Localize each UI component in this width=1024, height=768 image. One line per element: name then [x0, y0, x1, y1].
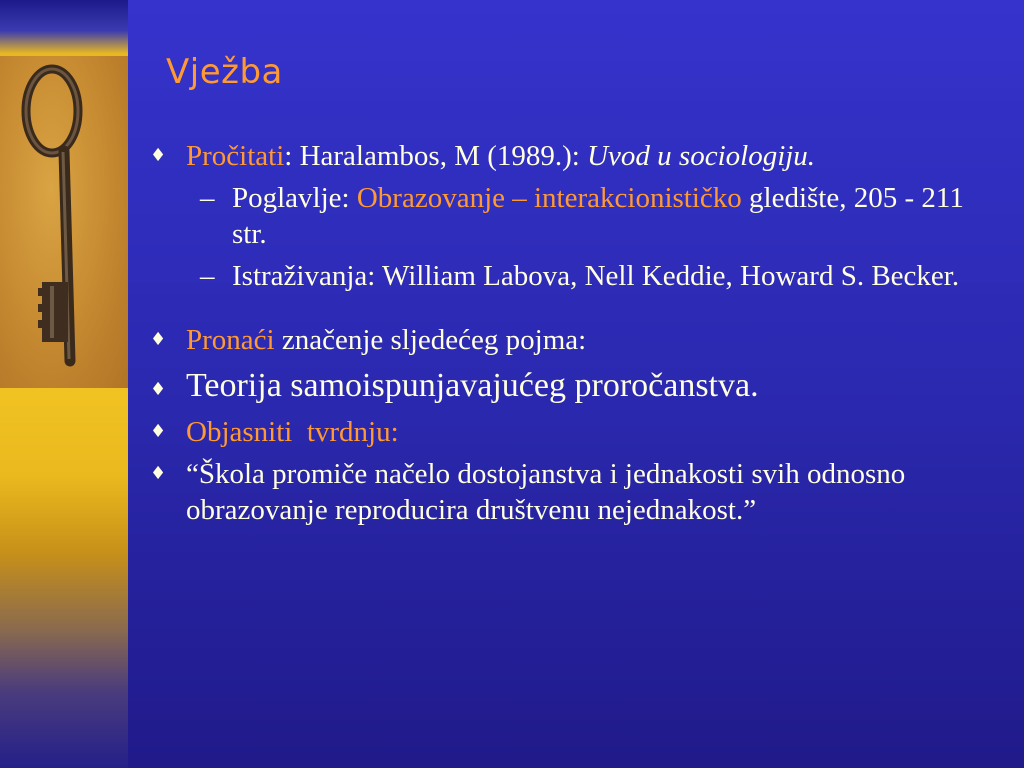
item-text: značenje sljedećeg pojma: — [274, 324, 587, 356]
quote-text: “Škola promiče načelo dostojanstva i jednakosti svih odnosno obrazovanje reproducira društvenu nejednakost.” — [186, 458, 906, 526]
sub-item — [150, 258, 1000, 294]
item-text: Teorija samoispunjavajućeg proročanstva. — [186, 367, 759, 404]
diamond-bullet-icon: ♦ — [150, 421, 167, 442]
item-text: Haralambos, M (1989.): — [299, 140, 588, 172]
diamond-bullet-icon: ♦ — [150, 329, 167, 350]
bullet-item — [150, 364, 1000, 408]
bullet-item — [150, 414, 1000, 450]
dash-bullet: – — [200, 182, 215, 214]
sub-rest: gledište, 205 - 211 str. — [232, 182, 964, 250]
diamond-bullet-icon: ♦ — [150, 463, 167, 484]
item-separator: : — [284, 140, 300, 172]
sub-highlight: Obrazovanje – interakcionističko — [356, 182, 742, 214]
item-label: Objasniti tvrdnju: — [186, 416, 399, 448]
key-icon — [0, 56, 128, 388]
sub-prefix: Poglavlje: — [232, 182, 357, 214]
bullet-item — [150, 322, 1000, 358]
diamond-bullet-icon: ♦ — [150, 145, 167, 166]
dash-bullet: – — [200, 260, 215, 292]
decorative-sidebar — [0, 0, 128, 768]
sub-item — [150, 180, 1000, 252]
key-image — [0, 56, 128, 388]
bullet-item — [150, 456, 1000, 528]
sub-text: Istraživanja: William Labova, Nell Keddie, Howard S. Becker. — [232, 260, 960, 292]
slide-title: Vježba — [166, 52, 283, 92]
item-label: Pročitati — [186, 140, 285, 172]
diamond-bullet-icon: ♦ — [150, 379, 167, 400]
item-label: Pronaći — [186, 324, 275, 356]
bullet-item — [150, 138, 1000, 174]
slide-content — [150, 138, 1000, 528]
book-title: Uvod u sociologiju. — [587, 140, 816, 172]
